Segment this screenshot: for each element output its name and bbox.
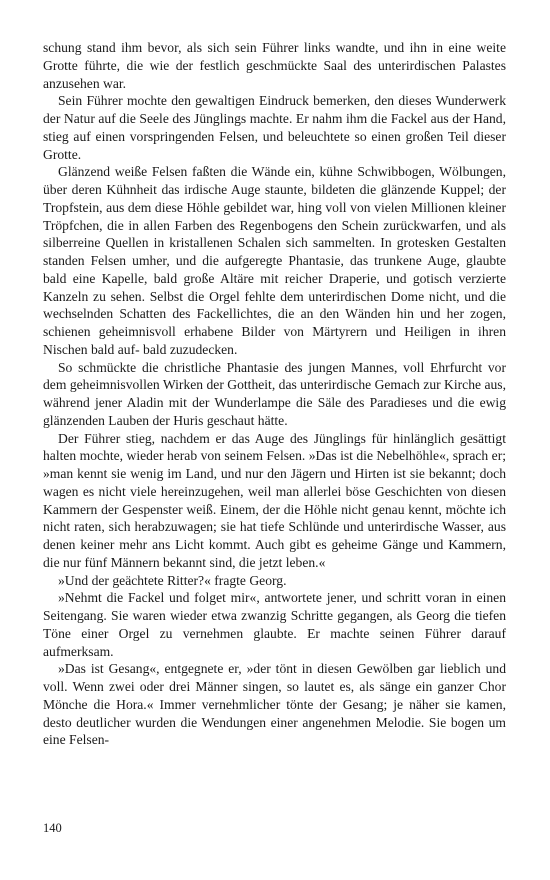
paragraph-4: So schmückte die christliche Phantasie des jungen Mannes, voll Ehrfurcht vor dem geheimnisvollen Wirken der Gottheit, das unterirdische Gemach zur Kirche aus, während jener Aladin mit der Wunderlampe die Säle des Paradieses und die ewig glänzenden Lauben der Huris geschaut hätte. — [43, 359, 506, 428]
paragraph-3: Glänzend weiße Felsen faßten die Wände ein, kühne Schwibbogen, Wölbungen, über deren Kühnheit das irdische Auge staunte, bildeten die glänzende Kuppel; der Tropfstein, aus dem diese Höhle gebildet war, hing voll von vielen Millionen kleiner Tröpfchen, die in allen Farben des Regenbogens den Schein zurückwarfen, und als silberreine Quellen in kristallenen Schalen sich sammelten. In grotesken Gestalten standen Felsen umher, und die aufgeregte Phantasie, das trunkene Auge, glaubte bald eine Kapelle, bald große Altäre mit reicher Draperie, und gotisch verzierte Kanzeln zu sehen. Selbst die Orgel fehlte dem unterirdischen Dome nicht, und die wechselnden Schatten des Fackellichtes, die an den Wänden hin und her zogen, schienen geheimnisvoll erhabene Bilder von Märtyrern und Heiligen in ihren Nischen bald auf- bald zuzudecken. — [43, 164, 506, 357]
paragraph-6: »Und der geächtete Ritter?« fragte Georg. — [58, 572, 287, 588]
paragraph-2: Sein Führer mochte den gewaltigen Eindruck bemerken, den dieses Wunderwerk der Natur auf die Seele des Jünglings machte. Er nahm ihm die Fackel aus der Hand, stieg auf einen vorspringenden Felsen, und beleuchtete so einen großen Teil dieser Grotte. — [43, 93, 506, 162]
page-number: 140 — [43, 821, 62, 835]
paragraph-8: »Das ist Gesang«, entgegnete er, »der tönt in diesen Gewölben gar lieblich und voll. Wenn zwei oder drei Männer singen, so lautet es, als sänge ein ganzer Chor Mönche die Hora.« Immer vernehmlicher tönte der Gesang; je näher sie kamen, desto deutlicher wurden die Wendungen einer angenehmen Melodie. Sie bogen um eine Felsen- — [43, 661, 506, 748]
paragraph-5: Der Führer stieg, nachdem er das Auge des Jünglings für hinlänglich gesättigt halten mochte, wieder herab von seinem Felsen. »Das ist die Nebelhöhle«, sprach er; »man kennt sie wenig im Land, und nur den Jägern und Hirten ist sie bekannt; doch wagen es nicht viele hereinzugehen, weil man allerlei böse Geschichten von diesen Kammern der Gespenster weiß. Einem, der die Höhle nicht genau kennt, möchte ich nicht raten, sich herabzuwagen; sie hat tiefe Schlünde und unterirdische Wasser, aus denen keiner mehr ans Licht kommt. Auch gibt es geheime Gänge und Kammern, die nur fünf Männern bekannt sind, die jetzt leben.« — [43, 430, 506, 570]
book-page-text — [43, 39, 506, 749]
paragraph-1: schung stand ihm bevor, als sich sein Führer links wandte, und ihn in eine weite Grotte führte, die wie der festlich geschmückte Saal des unterirdischen Palastes anzusehen war. — [43, 40, 506, 91]
paragraph-7: »Nehmt die Fackel und folget mir«, antwortete jener, und schritt voran in einen Seitengang. Sie waren wieder etwa zwanzig Schritte gegangen, als Georg die tiefen Töne einer Orgel zu vernehmen glaubte. Er machte seinen Führer darauf aufmerksam. — [43, 590, 506, 659]
